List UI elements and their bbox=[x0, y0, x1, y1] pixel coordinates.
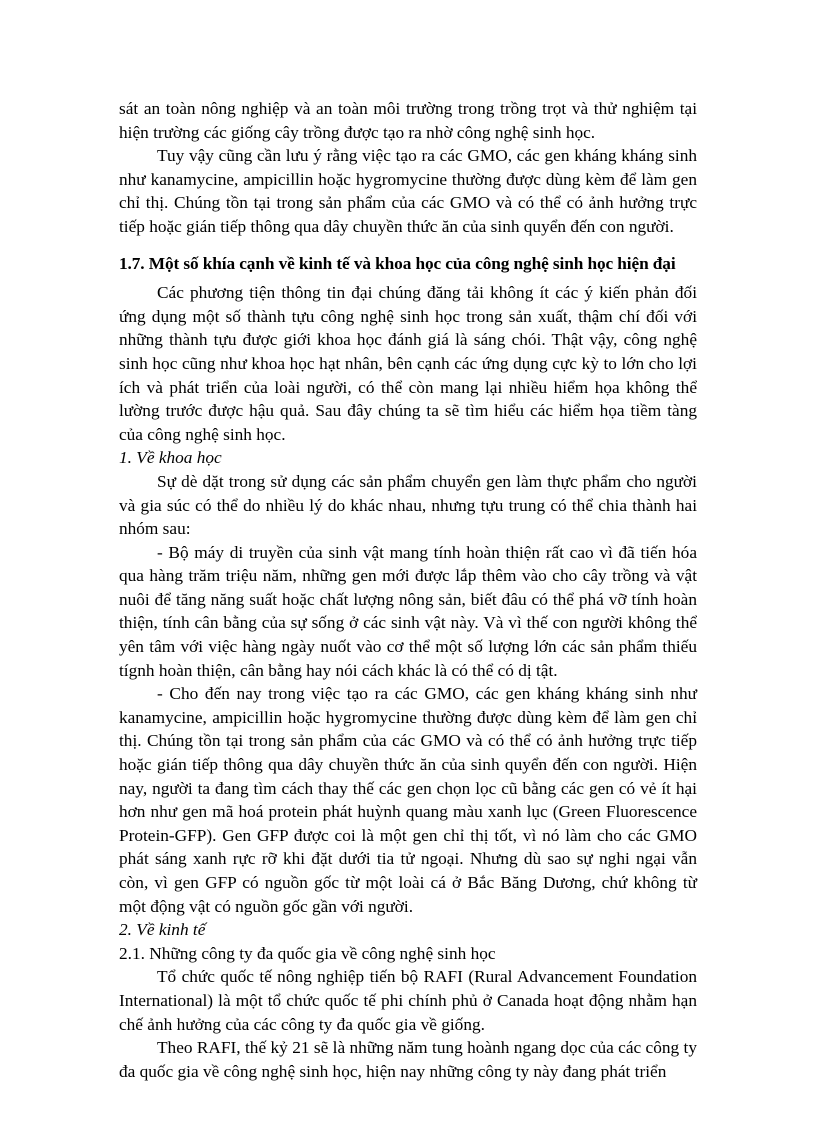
paragraph-science-1: Sự dè dặt trong sử dụng các sản phẩm chuyển gen làm thực phẩm cho người và gia súc có thể do nhiều lý do khác nhau, nhưng tựu trung có thể chia thành hai nhóm sau: bbox=[119, 471, 697, 539]
paragraph-rafi-1: Tổ chức quốc tế nông nghiệp tiến bộ RAFI (Rural Advancement Foundation International) là một tổ chức quốc tế phi chính phủ ở Canada hoạt động nhằm hạn chế ảnh hưởng của các công ty đa quốc gia về giống. bbox=[119, 967, 697, 1034]
subsection-title-science: 1. Về khoa học bbox=[119, 448, 222, 468]
paragraph-rafi-2: Theo RAFI, thế kỷ 21 sẽ là những năm tung hoành ngang dọc của các công ty đa quốc gia về công nghệ sinh học, hiện nay những công ty này đang phát triển bbox=[119, 1038, 697, 1081]
document-page bbox=[119, 97, 697, 1083]
paragraph-continuation: sát an toàn nông nghiệp và an toàn môi trường trong trồng trọt và thử nghiệm tại hiện trường các giống cây trồng được tạo ra nhờ công nghệ sinh học. bbox=[119, 99, 697, 142]
subsubsection-title-multinationals: 2.1. Những công ty đa quốc gia về công nghệ sinh học bbox=[119, 943, 496, 963]
subsection-title-economy: 2. Về kinh tế bbox=[119, 920, 206, 940]
paragraph-intro: Các phương tiện thông tin đại chúng đăng tải không ít các ý kiến phản đối ứng dụng một số thành tựu công nghệ sinh học trong sản xuất, thậm chí đối với những thành tựu được giới khoa học đánh giá là sáng chói. Thật vậy, công nghệ sinh học cũng như khoa học hạt nhân, bên cạnh các ứng dụng cực kỳ to lớn cho lợi ích và phát triển của loài người, có thể còn mang lại nhiều hiểm họa không thể lường trước được hậu quả. Sau đây chúng ta sẽ tìm hiểu các hiểm họa tiềm tàng của công nghệ sinh học. bbox=[119, 283, 697, 444]
paragraph-science-2: - Bộ máy di truyền của sinh vật mang tính hoàn thiện rất cao vì đã tiến hóa qua hàng trăm triệu năm, những gen mới được lắp thêm vào cho cây trồng và vật nuôi để tăng năng suất hoặc chất lượng nông sản, biết đâu có thể phá vỡ tính hoàn thiện, tính cân bằng của sự sống ở các sinh vật này. Và vì thế con người không thể yên tâm với việc hàng ngày nuốt vào cơ thể một số lượng lớn các sản phẩm thiếu tígnh hoàn thiện, cân bằng hay nói cách khác là có thể có dị tật. bbox=[119, 542, 697, 680]
paragraph-science-3: - Cho đến nay trong việc tạo ra các GMO, các gen kháng kháng sinh như kanamycine, ampicillin hoặc hygromycine thường được dùng kèm để làm gen chỉ thị. Chúng tồn tại trong sản phẩm của các GMO và có thể có ảnh hưởng trực tiếp hoặc gián tiếp thông qua dây chuyền thức ăn của sinh quyển đến con người. Hiện nay, người ta đang tìm cách thay thế các gen chọn lọc cũ bằng các gen có vẻ ít hại hơn như gen mã hoá protein phát huỳnh quang màu xanh lục (Green Fluorescence Protein-GFP). Gen GFP được coi là một gen chỉ thị tốt, vì nó làm cho các GMO phát sáng xanh rực rỡ khi đặt dưới tia tử ngoại. Nhưng dù sao sự nghi ngại vẫn còn, vì gen GFP có nguồn gốc từ một loài cá ở Bắc Băng Dương, chứ không từ một động vật có nguồn gốc gần với người. bbox=[119, 684, 697, 916]
section-heading: 1.7. Một số khía cạnh về kinh tế và khoa học của công nghệ sinh học hiện đại bbox=[119, 253, 676, 273]
paragraph-gmo-note: Tuy vậy cũng cần lưu ý rằng việc tạo ra các GMO, các gen kháng kháng sinh như kanamycine, ampicillin hoặc hygromycine thường được dùng kèm để làm gen chỉ thị. Chúng tồn tại trong sản phẩm của các GMO và có thể có ảnh hưởng trực tiếp hoặc gián tiếp thông qua dây chuyền thức ăn của sinh quyển đến con người. bbox=[119, 146, 697, 236]
